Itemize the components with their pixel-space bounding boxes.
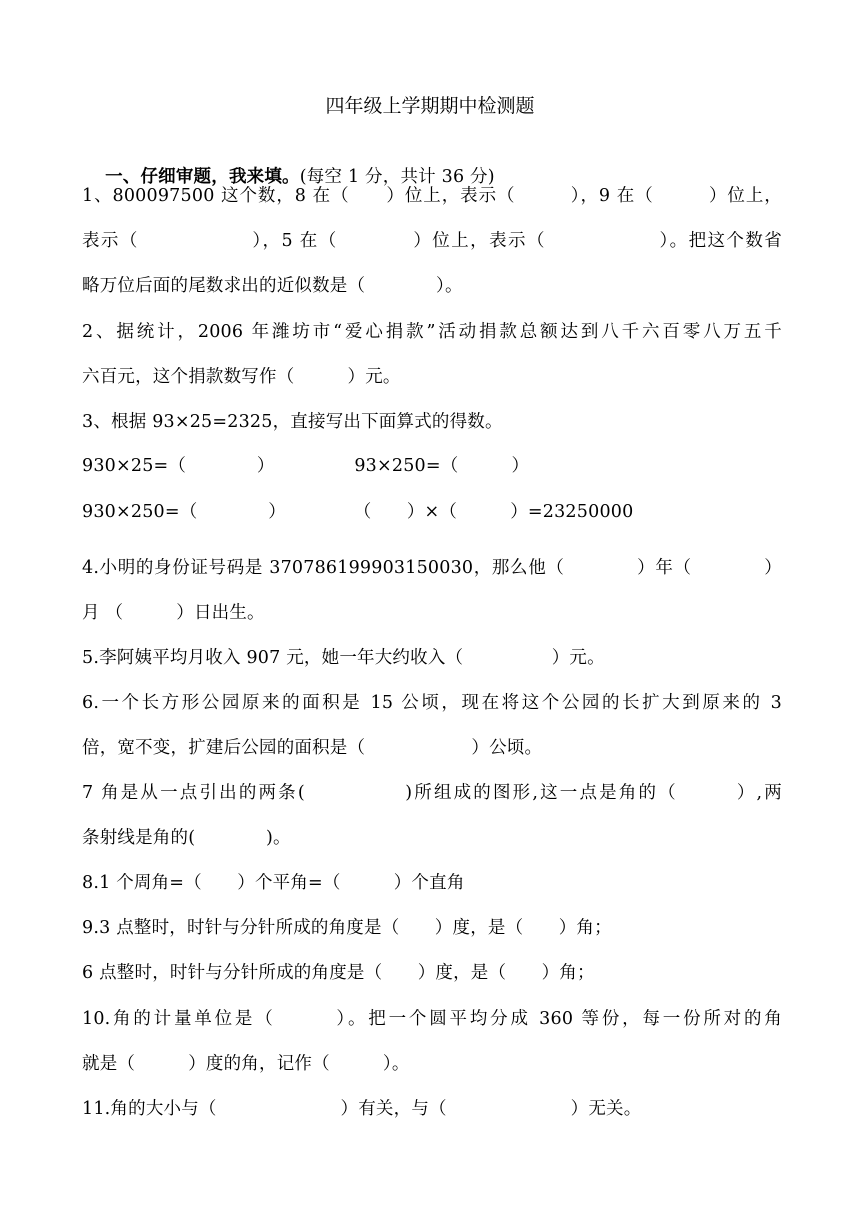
question-1-line-3: 略万位后面的尾数求出的近似数是（ ）。 [82, 276, 463, 296]
question-1-line-2: 表示（ ），5 在（ ）位上，表示（ ）。把这个数省 [82, 231, 782, 251]
question-2-line-1: 2、据统计，2006 年潍坊市“爱心捐款”活动捐款总额达到八千六百零八万五千 [82, 322, 782, 342]
section-title: 一、仔细审题，我来填。 [105, 167, 300, 187]
page-title: 四年级上学期期中检测题 [325, 95, 535, 117]
question-8-line-1: 8.1 个周角=（ ）个平角=（ ）个直角 [82, 873, 465, 893]
question-7-line-1: 7 角是从一点引出的两条( )所组成的图形,这一点是角的（ ）,两 [82, 783, 782, 803]
question-6-line-1: 6.一个长方形公园原来的面积是 15 公顷，现在将这个公园的长扩大到原来的 3 [82, 693, 782, 713]
question-4-line-1: 4.小明的身份证号码是 370786199903150030，那么他（ ）年（ ） [82, 558, 782, 578]
question-4-line-2: 月 （ ）日出生。 [82, 603, 265, 623]
question-5-line-1: 5.李阿姨平均月收入 907 元，她一年大约收入（ ）元。 [82, 648, 605, 668]
question-3-line-3: 930×250=（ ） （ ）×（ ）=23250000 [82, 502, 634, 522]
question-10-line-2: 就是（ ）度的角，记作（ ）。 [82, 1054, 410, 1074]
question-1-line-1: 1、800097500 这个数，8 在（ ）位上，表示（ ），9 在（ ）位上， [82, 186, 782, 206]
question-7-line-2: 条射线是角的( )。 [82, 828, 291, 848]
question-6-line-2: 倍，宽不变，扩建后公园的面积是（ ）公顷。 [82, 738, 543, 758]
question-9-line-1: 9.3 点整时，时针与分针所成的角度是（ ）度，是（ ）角； [82, 918, 612, 938]
question-2-line-2: 六百元，这个捐款数写作（ ）元。 [82, 367, 401, 387]
question-10-line-1: 10.角的计量单位是（ ）。把一个圆平均分成 360 等份，每一份所对的角 [82, 1009, 782, 1029]
question-9-line-2: 6 点整时，时针与分针所成的角度是（ ）度，是（ ）角； [82, 963, 595, 983]
question-3-line-1: 3、根据 93×25=2325，直接写出下面算式的得数。 [82, 412, 503, 432]
section-note: (每空 1 分，共计 36 分) [299, 167, 495, 187]
question-11-line-1: 11.角的大小与（ ）有关，与（ ）无关。 [82, 1099, 642, 1119]
question-3-line-2: 930×25=（ ） 93×250=（ ） [82, 456, 530, 476]
